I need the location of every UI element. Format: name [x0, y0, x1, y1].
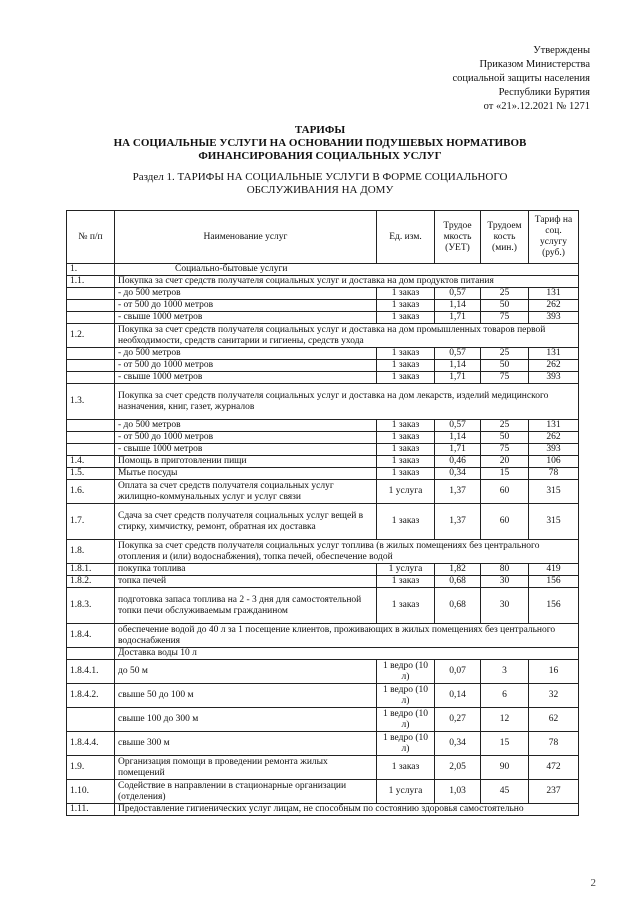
- row-tariff: 16: [529, 660, 579, 684]
- row-name: - свыше 1000 метров: [115, 444, 377, 456]
- row-min: 25: [481, 348, 529, 360]
- row-num: [67, 432, 115, 444]
- header-num: № п/п: [67, 211, 115, 264]
- row-min: 50: [481, 360, 529, 372]
- row-name: - до 500 метров: [115, 288, 377, 300]
- row-uet: 0,46: [435, 456, 481, 468]
- row-tariff: 131: [529, 420, 579, 432]
- title-line: ФИНАНСИРОВАНИЯ СОЦИАЛЬНЫХ УСЛУГ: [198, 150, 442, 162]
- row-tariff: 472: [529, 756, 579, 780]
- table-row: [67, 468, 579, 480]
- row-num: [67, 708, 115, 732]
- table-row: [67, 360, 579, 372]
- row-num: 1.3.: [67, 384, 115, 420]
- row-uet: 1,71: [435, 444, 481, 456]
- row-unit: 1 ведро (10 л): [377, 660, 435, 684]
- row-tariff: 393: [529, 312, 579, 324]
- table-row: [67, 660, 579, 684]
- row-tariff: 419: [529, 564, 579, 576]
- row-unit: 1 ведро (10 л): [377, 708, 435, 732]
- table-row: [67, 444, 579, 456]
- row-num: 1.9.: [67, 756, 115, 780]
- row-name: Покупка за счет средств получателя социальных услуг топлива (в жилых помещениях без центрального отопления и (или) водоснабжения), топка печей, обеспечение водой: [115, 540, 579, 564]
- row-min: 15: [481, 468, 529, 480]
- row-num: 1.8.2.: [67, 576, 115, 588]
- row-name: - свыше 1000 метров: [115, 312, 377, 324]
- row-uet: 0,07: [435, 660, 481, 684]
- row-uet: 0,57: [435, 348, 481, 360]
- approval-line: от «21».12.2021 № 1271: [483, 101, 590, 112]
- row-min: 30: [481, 576, 529, 588]
- row-name: топка печей: [115, 576, 377, 588]
- table-row: [67, 804, 579, 816]
- row-name: Покупка за счет средств получателя социальных услуг и доставка на дом продуктов питания: [115, 276, 579, 288]
- table-row: [67, 480, 579, 504]
- row-num: 1.10.: [67, 780, 115, 804]
- row-min: 75: [481, 312, 529, 324]
- row-unit: 1 заказ: [377, 468, 435, 480]
- row-uet: 1,14: [435, 432, 481, 444]
- row-name: Покупка за счет средств получателя социальных услуг и доставка на дом промышленных товаров первой необходимости, средств санитарии и гигиены, средств ухода: [115, 324, 579, 348]
- row-tariff: 237: [529, 780, 579, 804]
- row-tariff: 393: [529, 444, 579, 456]
- row-tariff: 131: [529, 348, 579, 360]
- approval-line: Утверждены: [533, 45, 590, 56]
- row-name: Помощь в приготовлении пищи: [115, 456, 377, 468]
- table-row: [67, 624, 579, 648]
- row-name: Оплата за счет средств получателя социальных услуг жилищно-коммунальных услуг и услуг связи: [115, 480, 377, 504]
- header-tariff: Тариф на соц. услугу (руб.): [529, 211, 579, 264]
- row-min: 50: [481, 432, 529, 444]
- row-num: 1.8.1.: [67, 564, 115, 576]
- row-unit: 1 заказ: [377, 288, 435, 300]
- row-unit: 1 заказ: [377, 756, 435, 780]
- row-uet: 0,34: [435, 468, 481, 480]
- row-name: Предоставление гигиенических услуг лицам, не способным по состоянию здоровья самостоятельно: [115, 804, 579, 816]
- table-row: [67, 420, 579, 432]
- row-unit: 1 заказ: [377, 348, 435, 360]
- row-unit: 1 заказ: [377, 420, 435, 432]
- row-uet: 0,68: [435, 588, 481, 624]
- row-tariff: 78: [529, 468, 579, 480]
- row-num: 1.11.: [67, 804, 115, 816]
- row-num: [67, 420, 115, 432]
- row-num: 1.7.: [67, 504, 115, 540]
- row-num: [67, 312, 115, 324]
- row-unit: 1 ведро (10 л): [377, 684, 435, 708]
- header-name: Наименование услуг: [115, 211, 377, 264]
- row-tariff: 262: [529, 360, 579, 372]
- section-line: ОБСЛУЖИВАНИЯ НА ДОМУ: [246, 184, 394, 196]
- approval-line: социальной защиты населения: [452, 73, 590, 84]
- section-line: Раздел 1. ТАРИФЫ НА СОЦИАЛЬНЫЕ УСЛУГИ В ФОРМЕ СОЦИАЛЬНОГО: [132, 171, 508, 183]
- row-unit: 1 услуга: [377, 564, 435, 576]
- table-row: [67, 648, 579, 660]
- row-unit: 1 заказ: [377, 360, 435, 372]
- row-num: 1.1.: [67, 276, 115, 288]
- row-tariff: 262: [529, 300, 579, 312]
- row-name: - свыше 1000 метров: [115, 372, 377, 384]
- row-num: 1.8.: [67, 540, 115, 564]
- row-num: 1.8.3.: [67, 588, 115, 624]
- table-row: [67, 276, 579, 288]
- row-unit: 1 заказ: [377, 372, 435, 384]
- row-name: свыше 50 до 100 м: [115, 684, 377, 708]
- table-row: [67, 432, 579, 444]
- row-min: 90: [481, 756, 529, 780]
- page-number: 2: [590, 877, 596, 889]
- row-unit: 1 услуга: [377, 780, 435, 804]
- row-min: 3: [481, 660, 529, 684]
- row-uet: 0,27: [435, 708, 481, 732]
- row-name: подготовка запаса топлива на 2 - 3 дня для самостоятельной топки печи обслуживаемым гражданином: [115, 588, 377, 624]
- row-num: 1.8.4.2.: [67, 684, 115, 708]
- row-name: Сдача за счет средств получателя социальных услуг вещей в стирку, химчистку, ремонт, обратная их доставка: [115, 504, 377, 540]
- row-name: - от 500 до 1000 метров: [115, 360, 377, 372]
- row-unit: 1 заказ: [377, 300, 435, 312]
- title-line: НА СОЦИАЛЬНЫЕ УСЛУГИ НА ОСНОВАНИИ ПОДУШЕВЫХ НОРМАТИВОВ: [113, 137, 527, 149]
- row-num: [67, 372, 115, 384]
- table-row: [67, 312, 579, 324]
- table-row: [67, 756, 579, 780]
- row-name: обеспечение водой до 40 л за 1 посещение клиентов, проживающих в жилых помещениях без центрального водоснабжения: [115, 624, 579, 648]
- row-min: 20: [481, 456, 529, 468]
- table-row: [67, 780, 579, 804]
- row-uet: 0,57: [435, 420, 481, 432]
- row-unit: 1 заказ: [377, 588, 435, 624]
- row-uet: 1,14: [435, 300, 481, 312]
- table-body: [67, 264, 579, 816]
- row-uet: 1,71: [435, 372, 481, 384]
- row-name: Организация помощи в проведении ремонта жилых помещений: [115, 756, 377, 780]
- row-num: 1.8.4.4.: [67, 732, 115, 756]
- row-uet: 0,14: [435, 684, 481, 708]
- table-row: [67, 348, 579, 360]
- row-uet: 1,82: [435, 564, 481, 576]
- table-row: [67, 504, 579, 540]
- approval-line: Республики Бурятия: [498, 87, 590, 98]
- row-tariff: 156: [529, 576, 579, 588]
- row-name: свыше 300 м: [115, 732, 377, 756]
- row-uet: 1,37: [435, 504, 481, 540]
- header-unit: Ед. изм.: [377, 211, 435, 264]
- table-row: [67, 300, 579, 312]
- row-uet: 0,34: [435, 732, 481, 756]
- row-num: 1.8.4.: [67, 624, 115, 648]
- section-heading: [0, 171, 640, 197]
- row-unit: 1 заказ: [377, 432, 435, 444]
- row-num: [67, 300, 115, 312]
- table-row: [67, 324, 579, 348]
- row-num: 1.: [67, 264, 115, 276]
- table-row: [67, 384, 579, 420]
- row-uet: 0,57: [435, 288, 481, 300]
- table-row: [67, 456, 579, 468]
- row-tariff: 131: [529, 288, 579, 300]
- table-row: [67, 540, 579, 564]
- row-tariff: 62: [529, 708, 579, 732]
- row-num: [67, 360, 115, 372]
- header-labor-uet: Трудое мкость (УЕТ): [435, 211, 481, 264]
- row-min: 6: [481, 684, 529, 708]
- row-name: Доставка воды 10 л: [115, 648, 579, 660]
- row-tariff: 32: [529, 684, 579, 708]
- row-num: [67, 348, 115, 360]
- row-name: - до 500 метров: [115, 420, 377, 432]
- row-min: 50: [481, 300, 529, 312]
- row-tariff: 78: [529, 732, 579, 756]
- table-row: [67, 588, 579, 624]
- row-uet: 1,71: [435, 312, 481, 324]
- row-min: 75: [481, 372, 529, 384]
- row-tariff: 106: [529, 456, 579, 468]
- row-name: - от 500 до 1000 метров: [115, 432, 377, 444]
- row-min: 60: [481, 480, 529, 504]
- table-header-row: [67, 211, 579, 264]
- row-min: 12: [481, 708, 529, 732]
- row-tariff: 262: [529, 432, 579, 444]
- row-unit: 1 заказ: [377, 576, 435, 588]
- header-labor-min: Трудоем кость (мин.): [481, 211, 529, 264]
- row-tariff: 315: [529, 480, 579, 504]
- row-tariff: 156: [529, 588, 579, 624]
- row-uet: 1,14: [435, 360, 481, 372]
- row-min: 30: [481, 588, 529, 624]
- row-min: 25: [481, 288, 529, 300]
- row-unit: 1 заказ: [377, 444, 435, 456]
- row-name: покупка топлива: [115, 564, 377, 576]
- row-num: [67, 288, 115, 300]
- row-min: 75: [481, 444, 529, 456]
- row-name: Мытье посуды: [115, 468, 377, 480]
- table-row: [67, 288, 579, 300]
- row-min: 15: [481, 732, 529, 756]
- row-min: 80: [481, 564, 529, 576]
- row-name: Покупка за счет средств получателя социальных услуг и доставка на дом лекарств, изделий медицинского назначения, книг, газет, журналов: [115, 384, 579, 420]
- row-name: свыше 100 до 300 м: [115, 708, 377, 732]
- title-line: ТАРИФЫ: [294, 124, 346, 136]
- row-unit: 1 заказ: [377, 504, 435, 540]
- table-row: [67, 264, 579, 276]
- table-row: [67, 708, 579, 732]
- row-unit: 1 услуга: [377, 480, 435, 504]
- row-tariff: 315: [529, 504, 579, 540]
- approval-block: [452, 44, 590, 114]
- approval-line: Приказом Министерства: [479, 59, 590, 70]
- table-row: [67, 564, 579, 576]
- table-row: [67, 732, 579, 756]
- row-uet: 0,68: [435, 576, 481, 588]
- row-uet: 1,37: [435, 480, 481, 504]
- row-unit: 1 ведро (10 л): [377, 732, 435, 756]
- table-row: [67, 372, 579, 384]
- row-uet: 1,03: [435, 780, 481, 804]
- row-name: - до 500 метров: [115, 348, 377, 360]
- row-num: 1.6.: [67, 480, 115, 504]
- row-name: Содействие в направлении в стационарные организации (отделения): [115, 780, 377, 804]
- row-tariff: 393: [529, 372, 579, 384]
- table-row: [67, 684, 579, 708]
- row-unit: 1 заказ: [377, 312, 435, 324]
- table-row: [67, 576, 579, 588]
- tariffs-table: [66, 210, 579, 816]
- row-name: до 50 м: [115, 660, 377, 684]
- row-num: 1.2.: [67, 324, 115, 348]
- row-num: 1.5.: [67, 468, 115, 480]
- row-num: 1.4.: [67, 456, 115, 468]
- row-min: 25: [481, 420, 529, 432]
- row-min: 45: [481, 780, 529, 804]
- row-num: [67, 444, 115, 456]
- row-uet: 2,05: [435, 756, 481, 780]
- row-name: - от 500 до 1000 метров: [115, 300, 377, 312]
- row-num: 1.8.4.1.: [67, 660, 115, 684]
- document-title: [0, 124, 640, 163]
- row-num: [67, 648, 115, 660]
- row-name: Социально-бытовые услуги: [115, 264, 579, 276]
- row-unit: 1 заказ: [377, 456, 435, 468]
- row-min: 60: [481, 504, 529, 540]
